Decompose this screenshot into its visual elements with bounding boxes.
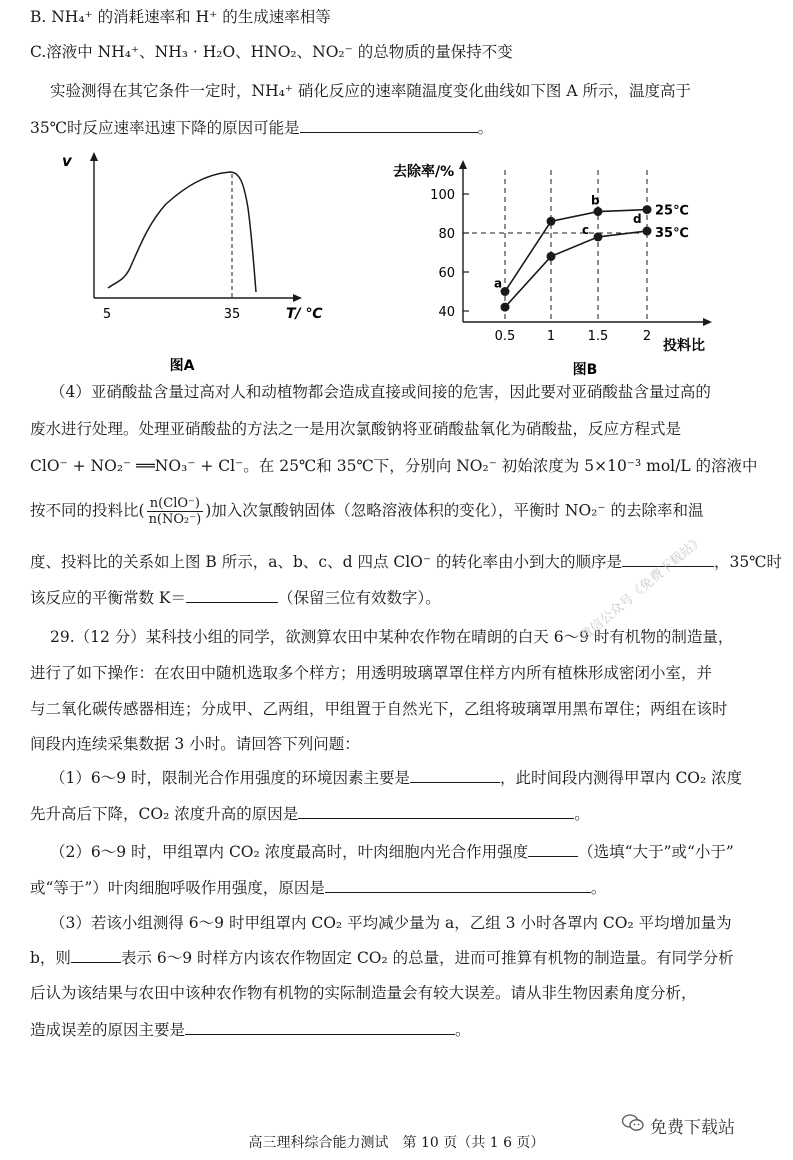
- figb-x-arrow: [703, 318, 712, 326]
- q29-line-2: 进行了如下操作：在农田中随机选取多个样方；用透明玻璃罩罩住样方内所有植株形成密闭小室，并: [30, 664, 713, 682]
- q4-order-line: 度、投料比的关系如上图 B 所示，a、b、c、d 四点 ClO⁻ 的转化率由小到大的顺序是 ，35℃时: [30, 550, 782, 573]
- watermark: 微信公众号《免费下载站》: [577, 532, 707, 645]
- figb-point-label: d: [633, 212, 642, 227]
- figb-x-tick: 2: [642, 329, 652, 344]
- figa-y-arrow: [90, 152, 98, 161]
- figb-series-line: [505, 210, 647, 292]
- figa-caption: 图A: [169, 358, 195, 374]
- figb-caption: 图B: [572, 362, 598, 378]
- figure-a: [50, 148, 340, 378]
- q29-sub1-line-1: （1）6～9 时，限制光合作用强度的环境因素主要是 ，此时间段内测得甲罩内 CO₂ 浓度: [50, 766, 742, 789]
- answer-blank[interactable]: [300, 116, 478, 133]
- figb-x-tick: 1: [546, 329, 556, 344]
- feed-ratio-fraction: $\frac{\text{n(ClO⁻)}}{\text{n(NO₂⁻)}}$: [148, 496, 202, 527]
- figb-data-point: [643, 205, 652, 214]
- option-b: B. NH₄⁺ 的消耗速率和 H⁺ 的生成速率相等: [30, 8, 331, 26]
- figa-rate-curve: [108, 172, 256, 292]
- figb-data-point: [501, 303, 510, 312]
- figb-series-line: [505, 231, 647, 307]
- q4-line-1: （4）亚硝酸盐含量过高对人和动植物都会造成直接或间接的危害，因此要对亚硝酸盐含量过高的: [50, 383, 711, 401]
- figb-y-label: 去除率/%: [393, 164, 455, 180]
- answer-blank[interactable]: [528, 840, 578, 857]
- figa-x-tick: 5: [102, 307, 112, 322]
- figb-data-point: [594, 232, 603, 241]
- q29-line-3: 与二氧化碳传感器相连；分成甲、乙两组，甲组置于自然光下，乙组将玻璃罩用黑布罩住；两组在该时: [30, 700, 728, 718]
- figb-data-point: [594, 207, 603, 216]
- answer-blank[interactable]: [185, 1018, 455, 1035]
- figb-data-point: [643, 227, 652, 236]
- figa-x-arrow: [293, 294, 302, 302]
- q29-sub3-line-4: 造成误差的原因主要是 。: [30, 1018, 471, 1041]
- q29-line-4: 间段内连续采集数据 3 小时。请回答下列问题：: [30, 735, 360, 753]
- figure-b: [385, 152, 735, 380]
- q29-sub3-line-2: b，则 表示 6～9 时样方内该农作物固定 CO₂ 的总量，进而可推算有机物的制造量。有同学分析: [30, 946, 734, 969]
- figb-y-tick: 60: [438, 266, 455, 281]
- q29-line-1: 29.（12 分）某科技小组的同学，欲测算农田中某种农作物在晴朗的白天 6～9 时有机物的制造量，: [50, 628, 734, 646]
- q4-ratio-line: 按不同的投料比( $\frac{\text{n(ClO⁻)}}{\text{n(NO₂⁻)}}$ )加入次氯酸钠固体（忽略溶液体积的变化），平衡时 NO₂⁻ 的去除率和温: [30, 496, 704, 527]
- figb-y-tick: 100: [430, 188, 455, 203]
- figb-y-arrow: [459, 160, 467, 169]
- figb-point-label: c: [582, 222, 590, 237]
- figb-data-point: [547, 217, 556, 226]
- q29-sub1-line-2: 先升高后下降，CO₂ 浓度升高的原因是 。: [30, 802, 590, 825]
- experiment-text: 实验测得在其它条件一定时，NH₄⁺ 硝化反应的速率随温度变化曲线如下图 A 所示，温度高于: [50, 82, 691, 100]
- page-footer: 高三理科综合能力测试 第 10 页（共 1 6 页）: [248, 1135, 545, 1151]
- q29-sub2-line-2: 或“等于”）叶肉细胞呼吸作用强度，原因是 。: [30, 876, 606, 899]
- option-c: C.溶液中 NH₄⁺、NH₃ · H₂O、HNO₂、NO₂⁻ 的总物质的量保持不变: [30, 43, 513, 61]
- q29-sub3-line-1: （3）若该小组测得 6～9 时甲组罩内 CO₂ 平均减少量为 a，乙组 3 小时各罩内 CO₂ 平均增加量为: [50, 914, 732, 932]
- experiment-question: 35℃时反应速率迅速下降的原因可能是 。: [30, 116, 493, 139]
- q4-k-line: 该反应的平衡常数 K＝ （保留三位有效数字）。: [30, 586, 441, 609]
- figb-point-label: b: [591, 193, 600, 208]
- figb-x-label: 投料比: [663, 338, 705, 354]
- figa-x-tick: 35: [223, 307, 241, 322]
- figb-y-tick: 40: [438, 305, 455, 320]
- q29-sub3-line-3: 后认为该结果与农田中该种农作物有机物的实际制造量会有较大误差。请从非生物因素角度分析，: [30, 984, 697, 1002]
- figb-x-tick: 1.5: [587, 329, 609, 344]
- figb-x-tick: 0.5: [494, 329, 516, 344]
- figa-y-label: v: [62, 152, 72, 170]
- q4-equation-line: ClO⁻ + NO₂⁻ ══NO₃⁻ + Cl⁻。在 25℃和 35℃下，分别向 NO₂⁻ 初始浓度为 5×10⁻³ mol/L 的溶液中: [30, 457, 758, 475]
- figb-y-tick: 80: [438, 227, 455, 242]
- answer-blank[interactable]: [186, 586, 278, 603]
- answer-blank[interactable]: [298, 802, 574, 819]
- figb-series-label: 25℃: [655, 203, 689, 219]
- answer-blank[interactable]: [325, 876, 591, 893]
- brand-text: 免费下载站: [650, 1118, 735, 1138]
- figb-point-label: a: [494, 276, 503, 291]
- answer-blank[interactable]: [410, 766, 500, 783]
- figb-series-label: 35℃: [655, 226, 689, 242]
- answer-blank[interactable]: [71, 946, 121, 963]
- q4-line-2: 废水进行处理。处理亚硝酸盐的方法之一是用次氯酸钠将亚硝酸盐氧化为硝酸盐，反应方程式是: [30, 420, 682, 438]
- figa-x-label: T/ ℃: [286, 306, 323, 322]
- wechat-icon: [622, 1114, 644, 1132]
- figb-data-point: [547, 252, 556, 261]
- q29-sub2-line-1: （2）6～9 时，甲组罩内 CO₂ 浓度最高时，叶肉细胞内光合作用强度 （选填“大于”或“小于”: [50, 840, 734, 863]
